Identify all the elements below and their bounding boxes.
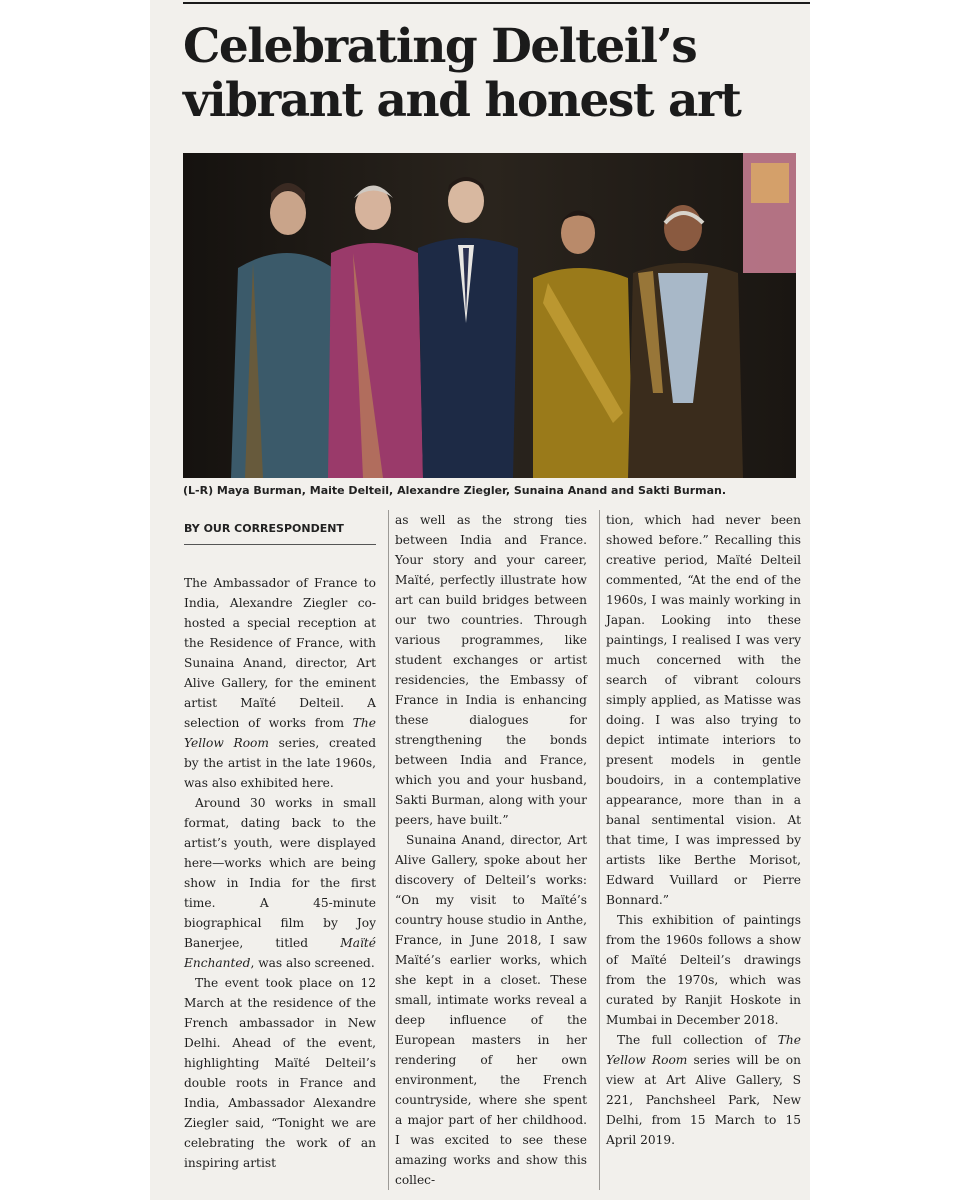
article-column-2 — [395, 510, 587, 1190]
article-paragraph — [606, 1030, 801, 1150]
artwork-series-title: The Yellow Room — [606, 1033, 801, 1067]
article-column-3 — [606, 510, 801, 1150]
painting-detail — [751, 163, 789, 203]
event-photo-illustration — [183, 153, 796, 478]
article-paragraph-continued: tion, which had never been showed before.” Recalling this creative period, Maïté Delteil commented, “At the end of the 1960s, I was mainly working in Japan. Looking into these paintings, I realised I was very much concerned with the search of vibrant colours simply applied, as Matisse was doing. I was also trying to depict intimate interiors to present models in gentle boudoirs, in a contemplative appearance, more than in a banal sentimental vision. At that time, I was impressed by artists like Berthe Morisot, Edward Vuillard or Pierre Bonnard.” — [606, 513, 801, 907]
article-column-1 — [184, 510, 376, 1173]
headline-line-1: Celebrating Delteil’s — [183, 19, 697, 74]
paragraph-text: Around 30 works in small format, dating back to the artist’s youth, were displayed here—works which are being show in India for the first time. A 45-minute biographical film by Joy Banerjee, titled — [184, 796, 376, 950]
article-paragraph — [184, 793, 376, 973]
article-paragraph — [184, 573, 376, 793]
event-photo — [183, 153, 796, 478]
artwork-series-title: The Yellow Room — [184, 716, 376, 750]
headline-line-2: vibrant and honest art — [183, 73, 741, 128]
paragraph-text: series, created by the artist in the late 1960s, was also exhibited here. — [184, 736, 376, 790]
column-divider — [388, 510, 389, 1190]
byline: BY OUR CORRESPONDENT — [184, 522, 376, 545]
headline — [183, 20, 803, 128]
article-paragraph: The event took place on 12 March at the residence of the French ambassador in New Delhi. Ahead of the event, highlighting Maïté Delteil’s double roots in France and India, Ambassador Alexandre Ziegler said, “Tonight we are celebrating the work of an inspiring artist — [184, 976, 376, 1170]
article-paragraph-continued: as well as the strong ties between India and France. Your story and your career, Maïté, perfectly illustrate how art can build bridges between our two countries. Through various programmes, like student exchanges or artist residencies, the Embassy of France in India is enhancing these dialogues for strengthening the bonds between India and France, which you and your husband, Sakti Burman, along with your peers, have built.” — [395, 513, 587, 827]
article-paragraph: This exhibition of paintings from the 1960s follows a show of Maïté Delteil’s drawings from the 1970s, which was curated by Ranjit Hoskote in Mumbai in December 2018. — [606, 913, 801, 1027]
paragraph-text: The full collection of — [617, 1033, 778, 1047]
article-paragraph: Sunaina Anand, director, Art Alive Gallery, spoke about her discovery of Delteil’s works: “On my visit to Maïté’s country house studio in Anthe, France, in June 2018, I saw Maïté’s earlier works, which she kept in a closet. These small, intimate works reveal a deep influence of the European masters in her rendering of her own environment, the French countryside, where she spent a major part of her childhood. I was excited to see these amazing works and show this collec- — [395, 833, 587, 1187]
column-divider — [599, 510, 600, 1190]
paragraph-text: The Ambassador of France to India, Alexandre Ziegler co-hosted a special reception at the Residence of France, with Sunaina Anand, director, Art Alive Gallery, for the eminent artist Maïté Delteil. A selection of works from — [184, 576, 376, 730]
paragraph-text: series will be on view at Art Alive Gallery, S 221, Panchsheel Park, New Delhi, from 15 March to 15 April 2019. — [606, 1053, 801, 1147]
photo-caption: (L-R) Maya Burman, Maite Delteil, Alexandre Ziegler, Sunaina Anand and Sakti Burman. — [183, 484, 727, 497]
film-title: Maïté Enchanted — [184, 936, 376, 970]
top-rule — [183, 2, 810, 4]
paragraph-text: , was also screened. — [250, 956, 375, 970]
